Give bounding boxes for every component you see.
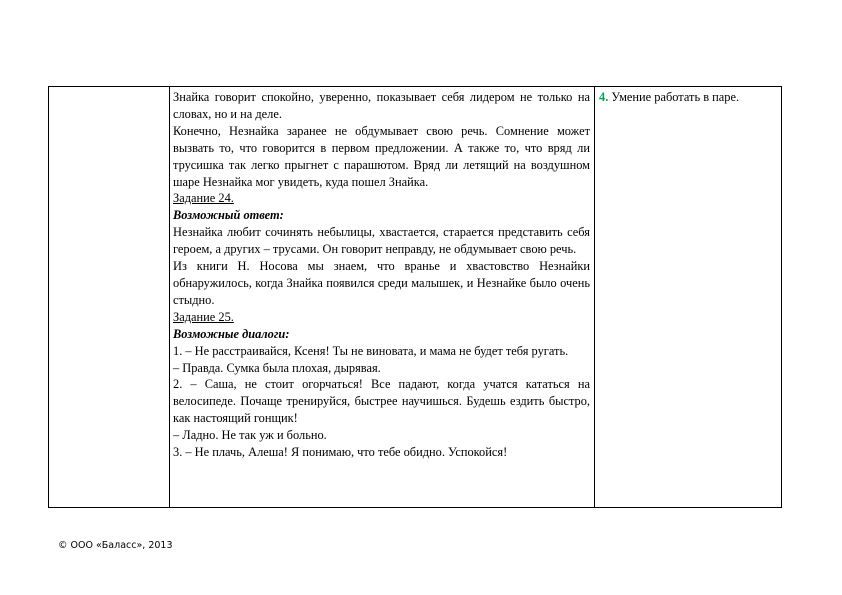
paragraph: Из книги Н. Носова мы знаем, что вранье и хвастовство Незнайки обнаружилось, когда Знайка появился среди малышек, и Незнайке было очень стыдно. [173,259,590,307]
paragraph: Конечно, Незнайка заранее не обдумывает свою речь. Сомнение может вызвать то, что говорится в первом предложении. А также то, что вряд ли трусишка так легко прыгнет с парашютом. Вряд ли летящий на воздушном шаре Незнайка мог увидеть, куда пошел Знайка. [173,123,590,189]
content-table [48,86,782,508]
table-column-skills [595,87,781,507]
dialogs-label: Возможные диалоги: [173,326,290,341]
copyright-footer: © ООО «Баласс», 2013 [58,540,173,551]
task-heading-24: Задание 24. [173,191,234,206]
table-column-answers [170,87,595,507]
paragraph: Знайка говорит спокойно, уверенно, показывает себя лидером не только на словах, но и на деле. [173,90,590,121]
task-heading-25: Задание 25. [173,309,234,324]
skill-item [599,89,777,106]
answer-label: Возможный ответ: [173,208,284,223]
dialog-line: 2. – Саша, не стоит огорчаться! Все падают, когда учатся кататься на велосипеде. Почаще тренируйся, быстрее научишься. Будешь ездить быстро, как настоящий гонщик! [173,377,590,426]
dialog-line: – Правда. Сумка была плохая, дырявая. [173,360,381,375]
table-column-1 [49,87,170,507]
dialog-line: 1. – Не расстраивайся, Ксеня! Ты не виновата, и мама не будет тебя ругать. [173,343,569,358]
skill-number: 4. [599,90,609,104]
dialog-line: 3. – Не плачь, Алеша! Я понимаю, что тебе обидно. Успокойся! [173,445,508,460]
dialog-line: – Ладно. Не так уж и больно. [173,428,327,443]
paragraph: Незнайка любит сочинять небылицы, хвастается, старается представить себя героем, а других – трусами. Он говорит неправду, не обдумывает свою речь. [173,225,590,257]
skill-text: Умение работать в паре. [608,90,740,104]
